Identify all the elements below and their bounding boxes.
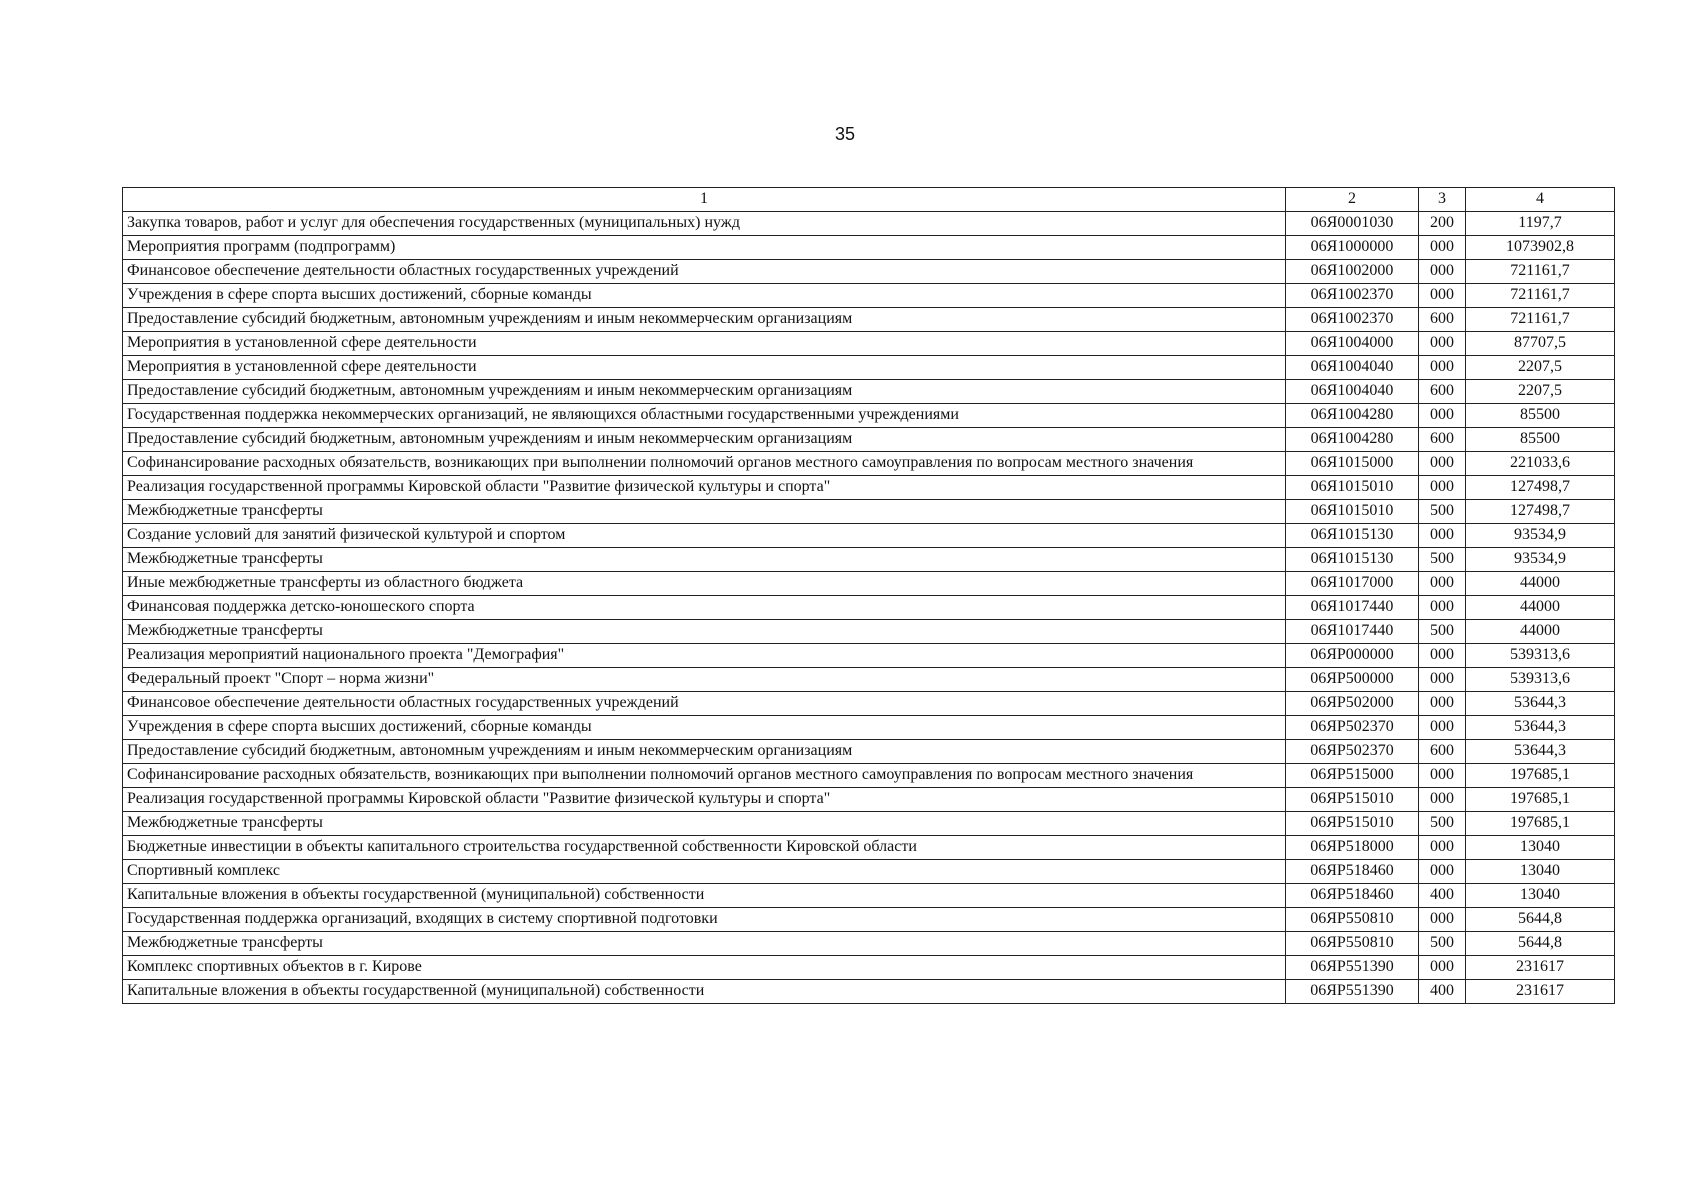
table-row xyxy=(123,932,1615,956)
row-amount-cell: 44000 xyxy=(1466,620,1615,644)
row-code-cell: 06ЯP515010 xyxy=(1286,788,1419,812)
row-code-cell: 06ЯP518460 xyxy=(1286,884,1419,908)
row-type-cell: 000 xyxy=(1419,404,1466,428)
table-row xyxy=(123,788,1615,812)
row-type-cell: 000 xyxy=(1419,284,1466,308)
row-amount-cell: 2207,5 xyxy=(1466,380,1615,404)
row-name-cell: Предоставление субсидий бюджетным, автономным учреждениям и иным некоммерческим организациям xyxy=(123,308,1286,332)
table-row xyxy=(123,548,1615,572)
row-name-cell: Учреждения в сфере спорта высших достижений, сборные команды xyxy=(123,716,1286,740)
table-row xyxy=(123,620,1615,644)
row-type-cell: 500 xyxy=(1419,620,1466,644)
row-code-cell: 06ЯP518000 xyxy=(1286,836,1419,860)
row-amount-cell: 93534,9 xyxy=(1466,548,1615,572)
row-amount-cell: 13040 xyxy=(1466,860,1615,884)
row-name-cell: Капитальные вложения в объекты государственной (муниципальной) собственности xyxy=(123,884,1286,908)
row-type-cell: 000 xyxy=(1419,908,1466,932)
row-code-cell: 06ЯP551390 xyxy=(1286,980,1419,1004)
page-number: 35 xyxy=(834,124,856,144)
row-amount-cell: 85500 xyxy=(1466,404,1615,428)
row-code-cell: 06ЯP502370 xyxy=(1286,740,1419,764)
row-type-cell: 600 xyxy=(1419,308,1466,332)
row-name-cell: Мероприятия в установленной сфере деятельности xyxy=(123,356,1286,380)
table-row xyxy=(123,860,1615,884)
row-amount-cell: 93534,9 xyxy=(1466,524,1615,548)
row-code-cell: 06Я1002370 xyxy=(1286,308,1419,332)
table-row xyxy=(123,452,1615,476)
row-code-cell: 06Я1015000 xyxy=(1286,452,1419,476)
row-name-cell: Финансовая поддержка детско-юношеского спорта xyxy=(123,596,1286,620)
column-header-name: 1 xyxy=(123,188,1286,212)
row-type-cell: 000 xyxy=(1419,596,1466,620)
row-type-cell: 000 xyxy=(1419,716,1466,740)
table-row xyxy=(123,332,1615,356)
row-code-cell: 06Я0001030 xyxy=(1286,212,1419,236)
row-amount-cell: 127498,7 xyxy=(1466,476,1615,500)
table-row xyxy=(123,668,1615,692)
row-amount-cell: 13040 xyxy=(1466,836,1615,860)
row-name-cell: Иные межбюджетные трансферты из областного бюджета xyxy=(123,572,1286,596)
row-type-cell: 500 xyxy=(1419,548,1466,572)
row-type-cell: 600 xyxy=(1419,380,1466,404)
row-code-cell: 06Я1004000 xyxy=(1286,332,1419,356)
row-amount-cell: 5644,8 xyxy=(1466,932,1615,956)
row-amount-cell: 231617 xyxy=(1466,956,1615,980)
row-name-cell: Межбюджетные трансферты xyxy=(123,812,1286,836)
table-row xyxy=(123,260,1615,284)
row-type-cell: 400 xyxy=(1419,980,1466,1004)
row-type-cell: 600 xyxy=(1419,740,1466,764)
row-code-cell: 06Я1000000 xyxy=(1286,236,1419,260)
row-name-cell: Комплекс спортивных объектов в г. Кирове xyxy=(123,956,1286,980)
row-type-cell: 000 xyxy=(1419,788,1466,812)
row-type-cell: 000 xyxy=(1419,236,1466,260)
row-code-cell: 06Я1015130 xyxy=(1286,524,1419,548)
row-type-cell: 500 xyxy=(1419,932,1466,956)
table-row xyxy=(123,524,1615,548)
row-amount-cell: 53644,3 xyxy=(1466,740,1615,764)
row-name-cell: Спортивный комплекс xyxy=(123,860,1286,884)
row-amount-cell: 721161,7 xyxy=(1466,284,1615,308)
row-code-cell: 06ЯP515010 xyxy=(1286,812,1419,836)
column-header-code: 2 xyxy=(1286,188,1419,212)
table-row xyxy=(123,812,1615,836)
table-row xyxy=(123,644,1615,668)
row-type-cell: 200 xyxy=(1419,212,1466,236)
row-name-cell: Предоставление субсидий бюджетным, автономным учреждениям и иным некоммерческим организациям xyxy=(123,740,1286,764)
row-name-cell: Реализация мероприятий национального проекта "Демография" xyxy=(123,644,1286,668)
table-row xyxy=(123,500,1615,524)
row-type-cell: 600 xyxy=(1419,428,1466,452)
table-row xyxy=(123,404,1615,428)
row-amount-cell: 539313,6 xyxy=(1466,644,1615,668)
row-type-cell: 500 xyxy=(1419,812,1466,836)
row-code-cell: 06ЯP551390 xyxy=(1286,956,1419,980)
table-row xyxy=(123,980,1615,1004)
table-row xyxy=(123,740,1615,764)
row-code-cell: 06ЯP500000 xyxy=(1286,668,1419,692)
table-row xyxy=(123,356,1615,380)
row-amount-cell: 44000 xyxy=(1466,596,1615,620)
row-name-cell: Финансовое обеспечение деятельности областных государственных учреждений xyxy=(123,260,1286,284)
table-row xyxy=(123,884,1615,908)
row-amount-cell: 2207,5 xyxy=(1466,356,1615,380)
row-code-cell: 06Я1017440 xyxy=(1286,596,1419,620)
row-type-cell: 000 xyxy=(1419,524,1466,548)
row-amount-cell: 197685,1 xyxy=(1466,764,1615,788)
row-code-cell: 06ЯP000000 xyxy=(1286,644,1419,668)
table-row xyxy=(123,836,1615,860)
row-amount-cell: 87707,5 xyxy=(1466,332,1615,356)
row-code-cell: 06Я1002000 xyxy=(1286,260,1419,284)
table-row xyxy=(123,308,1615,332)
row-type-cell: 000 xyxy=(1419,260,1466,284)
row-type-cell: 000 xyxy=(1419,764,1466,788)
table-header-row xyxy=(123,188,1615,212)
row-code-cell: 06Я1004040 xyxy=(1286,380,1419,404)
row-type-cell: 000 xyxy=(1419,668,1466,692)
row-name-cell: Бюджетные инвестиции в объекты капитального строительства государственной собственности Кировской области xyxy=(123,836,1286,860)
row-amount-cell: 1197,7 xyxy=(1466,212,1615,236)
table-row xyxy=(123,764,1615,788)
row-name-cell: Межбюджетные трансферты xyxy=(123,932,1286,956)
row-amount-cell: 197685,1 xyxy=(1466,812,1615,836)
row-type-cell: 000 xyxy=(1419,836,1466,860)
row-code-cell: 06Я1015010 xyxy=(1286,500,1419,524)
row-amount-cell: 221033,6 xyxy=(1466,452,1615,476)
row-code-cell: 06Я1015130 xyxy=(1286,548,1419,572)
row-name-cell: Реализация государственной программы Кировской области "Развитие физической культуры и спорта" xyxy=(123,476,1286,500)
row-code-cell: 06Я1017440 xyxy=(1286,620,1419,644)
row-amount-cell: 1073902,8 xyxy=(1466,236,1615,260)
row-amount-cell: 721161,7 xyxy=(1466,308,1615,332)
table-row xyxy=(123,212,1615,236)
row-code-cell: 06Я1004280 xyxy=(1286,428,1419,452)
row-name-cell: Учреждения в сфере спорта высших достижений, сборные команды xyxy=(123,284,1286,308)
table-row xyxy=(123,692,1615,716)
row-type-cell: 000 xyxy=(1419,356,1466,380)
row-code-cell: 06Я1015010 xyxy=(1286,476,1419,500)
row-name-cell: Софинансирование расходных обязательств, возникающих при выполнении полномочий органов местного самоуправления по вопросам местного значения xyxy=(123,764,1286,788)
column-header-type: 3 xyxy=(1419,188,1466,212)
table-row xyxy=(123,236,1615,260)
row-type-cell: 000 xyxy=(1419,332,1466,356)
row-amount-cell: 13040 xyxy=(1466,884,1615,908)
row-name-cell: Государственная поддержка организаций, входящих в систему спортивной подготовки xyxy=(123,908,1286,932)
row-code-cell: 06Я1004040 xyxy=(1286,356,1419,380)
row-type-cell: 500 xyxy=(1419,500,1466,524)
table-row xyxy=(123,716,1615,740)
table-row xyxy=(123,956,1615,980)
table-row xyxy=(123,428,1615,452)
budget-table xyxy=(122,187,1615,1004)
row-amount-cell: 44000 xyxy=(1466,572,1615,596)
row-amount-cell: 539313,6 xyxy=(1466,668,1615,692)
row-name-cell: Предоставление субсидий бюджетным, автономным учреждениям и иным некоммерческим организациям xyxy=(123,380,1286,404)
row-amount-cell: 127498,7 xyxy=(1466,500,1615,524)
row-name-cell: Государственная поддержка некоммерческих организаций, не являющихся областными государственными учреждениями xyxy=(123,404,1286,428)
row-name-cell: Федеральный проект "Спорт – норма жизни" xyxy=(123,668,1286,692)
row-code-cell: 06ЯP550810 xyxy=(1286,932,1419,956)
row-amount-cell: 5644,8 xyxy=(1466,908,1615,932)
row-name-cell: Финансовое обеспечение деятельности областных государственных учреждений xyxy=(123,692,1286,716)
row-amount-cell: 231617 xyxy=(1466,980,1615,1004)
row-name-cell: Закупка товаров, работ и услуг для обеспечения государственных (муниципальных) нужд xyxy=(123,212,1286,236)
row-type-cell: 400 xyxy=(1419,884,1466,908)
row-type-cell: 000 xyxy=(1419,572,1466,596)
table-row xyxy=(123,284,1615,308)
row-name-cell: Софинансирование расходных обязательств, возникающих при выполнении полномочий органов местного самоуправления по вопросам местного значения xyxy=(123,452,1286,476)
row-code-cell: 06Я1002370 xyxy=(1286,284,1419,308)
row-type-cell: 000 xyxy=(1419,476,1466,500)
row-amount-cell: 721161,7 xyxy=(1466,260,1615,284)
row-type-cell: 000 xyxy=(1419,644,1466,668)
row-code-cell: 06ЯP502000 xyxy=(1286,692,1419,716)
row-code-cell: 06ЯP518460 xyxy=(1286,860,1419,884)
row-amount-cell: 53644,3 xyxy=(1466,716,1615,740)
row-name-cell: Создание условий для занятий физической культурой и спортом xyxy=(123,524,1286,548)
row-name-cell: Предоставление субсидий бюджетным, автономным учреждениям и иным некоммерческим организациям xyxy=(123,428,1286,452)
row-name-cell: Межбюджетные трансферты xyxy=(123,620,1286,644)
row-code-cell: 06Я1004280 xyxy=(1286,404,1419,428)
table-row xyxy=(123,476,1615,500)
row-amount-cell: 53644,3 xyxy=(1466,692,1615,716)
table-row xyxy=(123,908,1615,932)
row-name-cell: Межбюджетные трансферты xyxy=(123,500,1286,524)
row-code-cell: 06ЯP502370 xyxy=(1286,716,1419,740)
row-name-cell: Мероприятия программ (подпрограмм) xyxy=(123,236,1286,260)
table-row xyxy=(123,572,1615,596)
table-body xyxy=(123,212,1615,1004)
row-name-cell: Межбюджетные трансферты xyxy=(123,548,1286,572)
column-header-amount: 4 xyxy=(1466,188,1615,212)
row-amount-cell: 85500 xyxy=(1466,428,1615,452)
row-name-cell: Мероприятия в установленной сфере деятельности xyxy=(123,332,1286,356)
table-row xyxy=(123,596,1615,620)
table-row xyxy=(123,380,1615,404)
row-type-cell: 000 xyxy=(1419,860,1466,884)
row-type-cell: 000 xyxy=(1419,956,1466,980)
row-name-cell: Реализация государственной программы Кировской области "Развитие физической культуры и спорта" xyxy=(123,788,1286,812)
row-code-cell: 06ЯP515000 xyxy=(1286,764,1419,788)
row-type-cell: 000 xyxy=(1419,692,1466,716)
row-code-cell: 06ЯP550810 xyxy=(1286,908,1419,932)
row-type-cell: 000 xyxy=(1419,452,1466,476)
row-name-cell: Капитальные вложения в объекты государственной (муниципальной) собственности xyxy=(123,980,1286,1004)
row-code-cell: 06Я1017000 xyxy=(1286,572,1419,596)
row-amount-cell: 197685,1 xyxy=(1466,788,1615,812)
